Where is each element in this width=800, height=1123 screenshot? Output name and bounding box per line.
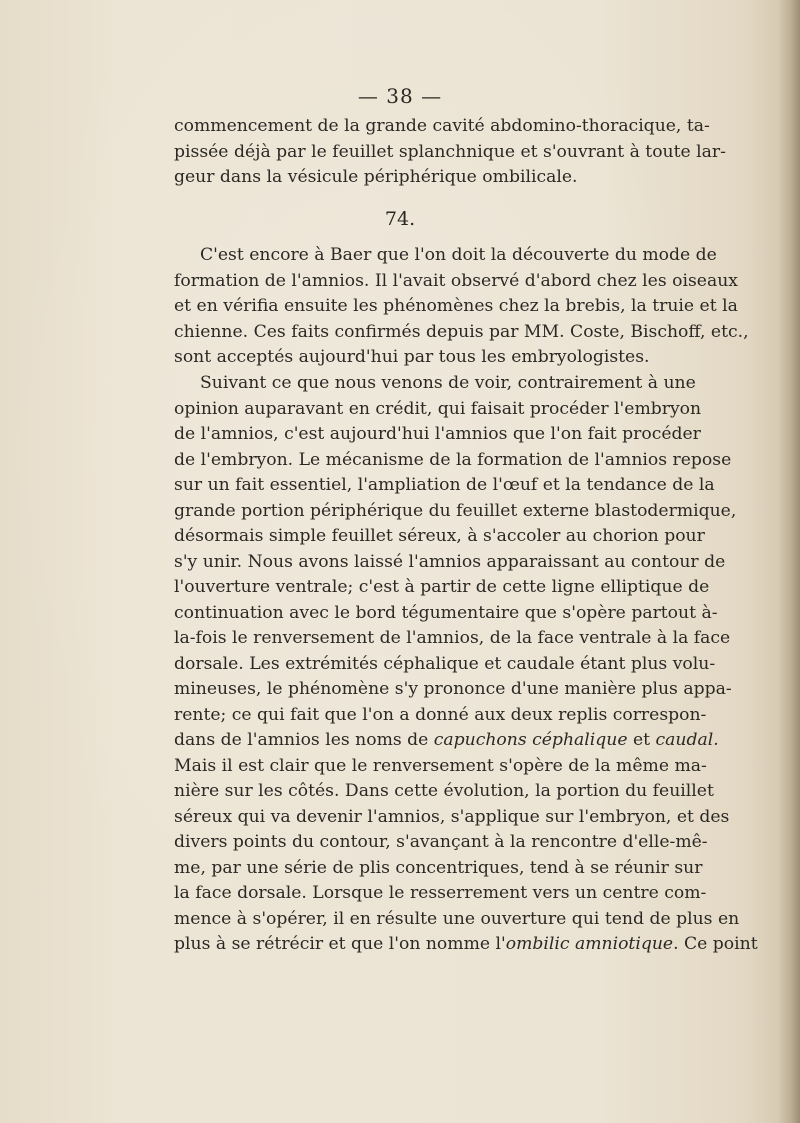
paragraph-baer (174, 243, 749, 371)
text-line: opinion auparavant en crédit, qui faisait procéder l'embryon (174, 398, 702, 419)
text-line: grande portion périphérique du feuillet externe blastodermique, (174, 500, 737, 521)
text-line: continuation avec le bord tégumentaire que s'opère partout à- (174, 602, 718, 623)
text-line: me, par une série de plis concentriques, tend à se réunir sur (174, 857, 703, 878)
text-line: divers points du contour, s'avançant à la rencontre d'elle-mê- (174, 832, 708, 852)
text-segment: plus à se rétrécir et que l'on nomme l' (174, 934, 506, 954)
text-line: mineuses, le phénomène s'y prononce d'une manière plus appa- (174, 679, 732, 699)
text-line: C'est encore à Baer que l'on doit la découverte du mode de (200, 245, 717, 265)
italic-term-caudal: caudal. (655, 730, 719, 750)
text-line: la face dorsale. Lorsque le resserrement vers un centre com- (174, 883, 707, 903)
text-line: commencement de la grande cavité abdomino-thoracique, ta- (174, 116, 710, 136)
text-line: de l'embryon. Le mécanisme de la formation de l'amnios repose (174, 449, 732, 470)
text-line: de l'amnios, c'est aujourd'hui l'amnios que l'on fait procéder (174, 424, 701, 444)
paragraph-continuation (174, 114, 726, 191)
italic-term-capuchons: capuchons céphalique (433, 730, 628, 750)
text-line: rente; ce qui fait que l'on a donné aux deux replis correspon- (174, 704, 707, 725)
text-line: et en vérifia ensuite les phénomènes chez la brebis, la truie et la (174, 296, 738, 316)
page-number: — 38 — (357, 84, 443, 108)
text-line: la-fois le renversement de l'amnios, de la face ventrale à la face (174, 628, 731, 648)
text-line: Suivant ce que nous venons de voir, contrairement à une (200, 373, 696, 393)
paragraph-amnios-formation (174, 371, 758, 958)
text-line: désormais simple feuillet séreux, à s'accoler au chorion pour (174, 526, 705, 546)
text-line: sur un fait essentiel, l'ampliation de l'œuf et la tendance de la (174, 475, 715, 495)
page-edge-shadow (778, 0, 800, 1123)
text-line: Mais il est clair que le renversement s'opère de la même ma- (174, 755, 707, 776)
text-line: pissée déjà par le feuillet splanchnique et s'ouvrant à toute lar- (174, 141, 726, 162)
section-number: 74. (384, 208, 416, 230)
text-line-with-italics (174, 728, 719, 754)
text-line: nière sur les côtés. Dans cette évolution, la portion du feuillet (174, 781, 714, 801)
text-line: dorsale. Les extrémités céphalique et caudale étant plus volu- (174, 653, 716, 674)
italic-term-ombilic: ombilic amniotique (505, 934, 674, 954)
text-line: geur dans la vésicule périphérique ombilicale. (174, 167, 578, 187)
text-segment: et (627, 730, 656, 750)
text-line: s'y unir. Nous avons laissé l'amnios apparaissant au contour de (174, 551, 726, 572)
text-line: formation de l'amnios. Il l'avait observé d'abord chez les oiseaux (174, 270, 738, 291)
text-segment: dans de l'amnios les noms de (174, 730, 434, 750)
text-line: séreux qui va devenir l'amnios, s'applique sur l'embryon, et des (174, 806, 730, 827)
text-line-final (174, 932, 758, 958)
text-line: l'ouverture ventrale; c'est à partir de cette ligne elliptique de (174, 577, 710, 597)
text-line: chienne. Ces faits confirmés depuis par MM. Coste, Bischoff, etc., (174, 321, 749, 342)
text-line: sont acceptés aujourd'hui par tous les embryologistes. (174, 347, 650, 367)
text-segment: . Ce point (673, 934, 758, 954)
text-line: mence à s'opérer, il en résulte une ouverture qui tend de plus en (174, 908, 740, 929)
